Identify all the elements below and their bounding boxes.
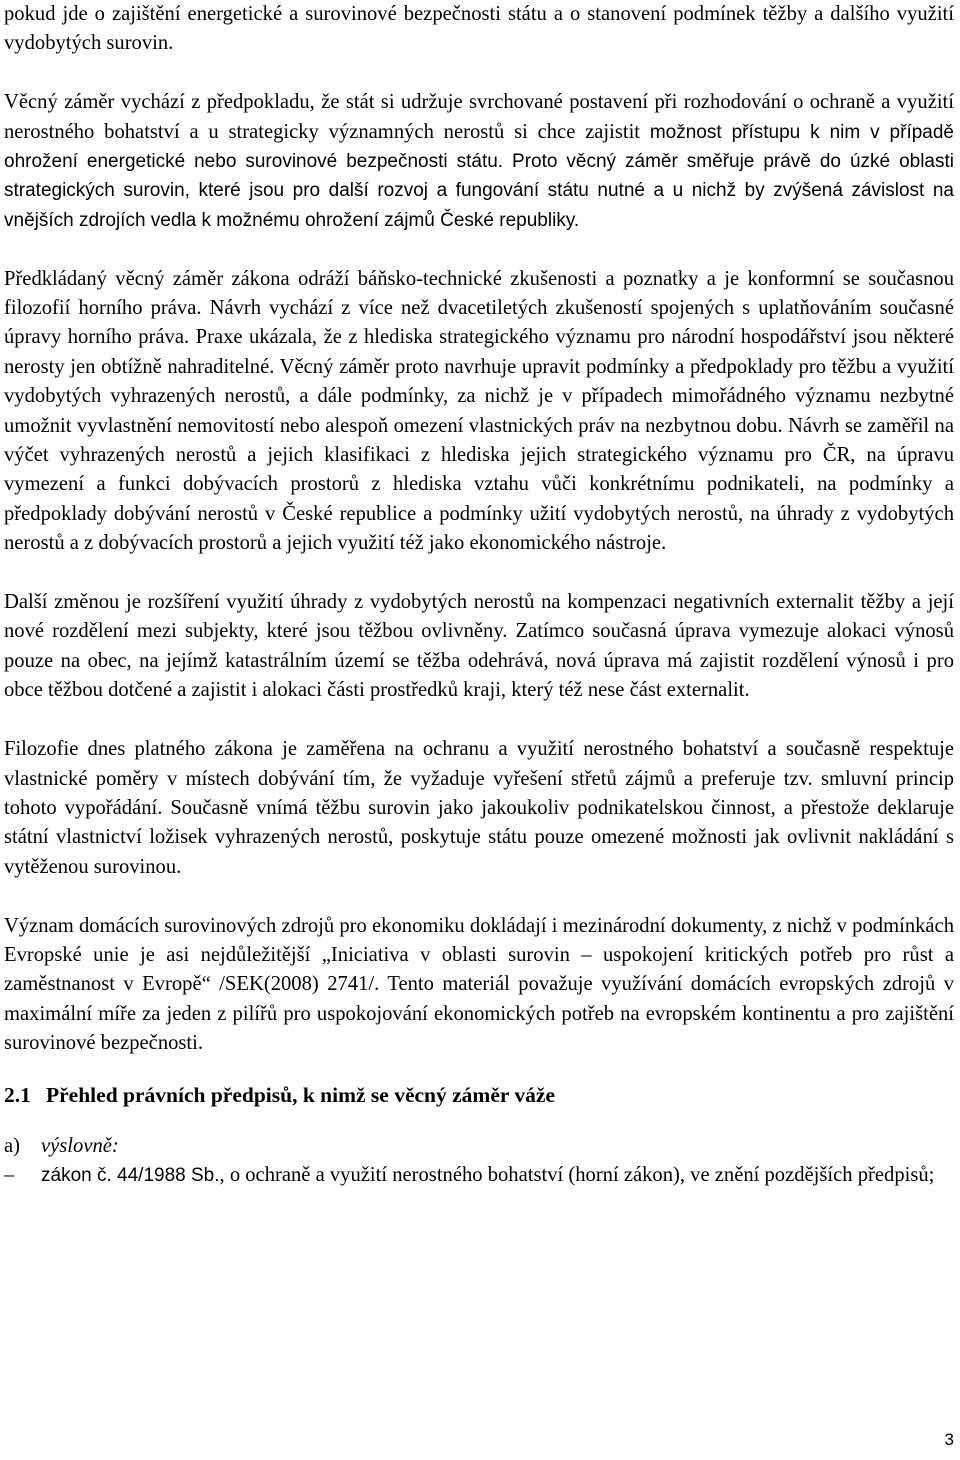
paragraph-4: Filozofie dnes platného zákona je zaměřena na ochranu a využití nerostného bohatství a současně respektuje vlastnické poměry v místech dobývání tím, že vyžaduje vyřešení střetů zájmů a preferuje tzv. smluvní princip tohoto vypořádání. Současně vnímá těžbu surovin jako jakoukoliv podnikatelskou činnost, a přestože deklaruje státní vlastnictví ložisek vyhrazených nerostů, poskytuje státu pouze omezené možnosti jak ovlivnit nakládání s vytěženou surovinou.	[4, 738, 954, 878]
law-reference: zákon č. 44/1988 Sb.	[41, 1165, 220, 1187]
paragraph-3: Další změnou je rozšíření využití úhrady z vydobytých nerostů na kompenzaci negativních externalit těžby a její nové rozdělení mezi subjekty, které jsou těžbou ovlivněny. Zatímco současná úprava vymezuje alokaci výnosů pouze na obec, na jejímž katastrálním území se těžba odehrává, nová úprava má zajistit rozdělení výnosů i pro obce těžbou dotčené a zajistit i alokaci části prostředků kraji, který též nese část externalit.	[4, 591, 954, 702]
paragraph-1-serif: Věcný záměr vychází z předpokladu, že stát si udržuje svrchované postavení při rozhodování o ochraně a využití nerostného bohatství a u strategicky významných nerostů si chce zajistit	[4, 91, 954, 143]
paragraph-gap	[4, 706, 954, 735]
paragraph-gap	[4, 1110, 954, 1132]
list-item-text	[41, 1161, 954, 1190]
paragraph-1-sans: možnost přístupu k nim v případě ohrožení energetické nebo surovinové bezpečnosti státu. Proto věcný záměr směřuje právě do úzké oblasti strategických surovin, které jsou pro další rozvoj a fungování státu nutné a u nichž by zvýšená závislost na vnějších zdrojích vedla k možnému ohrožení zájmů České republiky.	[4, 121, 954, 231]
subsection-text: výslovně:	[41, 1134, 119, 1157]
paragraph-5: Význam domácích surovinových zdrojů pro ekonomiku dokládají i mezinárodní dokumenty, z nichž v podmínkách Evropské unie je asi nejdůležitější „Iniciativa v oblasti surovin – uspokojení kritických potřeb pro růst a zaměstnanost v Evropě“ /SEK(2008) 2741/. Tento materiál považuje využívání domácích evropských zdrojů v maximální míře za jeden z pilířů pro uspokojování ekonomických potřeb na evropském kontinentu a pro zajištění surovinové bezpečnosti.	[4, 914, 954, 1055]
section-heading	[4, 1081, 954, 1110]
paragraph-gap	[4, 882, 954, 911]
paragraph-2: Předkládaný věcný záměr zákona odráží báňsko-technické zkušenosti a poznatky a je konformní se současnou filozofií horního práva. Návrh vychází z více než dvacetiletých zkušeností spojených s uplatňováním současné úpravy horního práva. Praxe ukázala, že z hlediska strategického významu pro národní hospodářství jsou některé nerosty jen obtížně nahraditelné. Věcný záměr proto navrhuje upravit podmínky a předpoklady pro těžbu a využití vydobytých vyhrazených nerostů, a dále podmínky, za nichž je v případech mimořádného významu nezbytné umožnit vyvlastnění nemovitostí nebo alespoň omezení vlastnických práv na nezbytnou dobu. Návrh se zaměřil na výčet vyhrazených nerostů a jejich klasifikaci z hlediska jejich strategického významu pro ČR, na úpravu vymezení a funkci dobývacích prostorů z hlediska vztahu vůči konkrétnímu podnikateli, na podmínky a předpoklady dobývání nerostů v České republice a podmínky užití vydobytých nerostů, na úhrady z vydobytých nerostů a z dobývacích prostorů a jejich využití též jako ekonomického nástroje.	[4, 267, 954, 555]
paragraph-gap	[4, 559, 954, 588]
document-page	[4, 0, 954, 1191]
subsection-letter: a)	[4, 1134, 20, 1157]
paragraph-gap	[4, 59, 954, 88]
paragraph-1	[4, 88, 954, 235]
law-description: , o ochraně a využití nerostného bohatství (horní zákon), ve znění pozdějších předpisů;	[219, 1164, 935, 1187]
dash-bullet-icon: –	[4, 1164, 15, 1187]
subsection-label	[4, 1132, 954, 1161]
paragraph-gap	[4, 1059, 954, 1081]
section-number: 2.1	[4, 1082, 31, 1107]
page-number: 3	[944, 1430, 954, 1449]
section-title: Přehled právních předpisů, k nimž se věcný záměr váže	[46, 1082, 555, 1107]
paragraph-gap	[4, 235, 954, 264]
list-item	[4, 1161, 954, 1190]
intro-paragraph: pokud jde o zajištění energetické a surovinové bezpečnosti státu a o stanovení podmínek těžby a dalšího využití vydobytých surovin.	[4, 3, 954, 55]
